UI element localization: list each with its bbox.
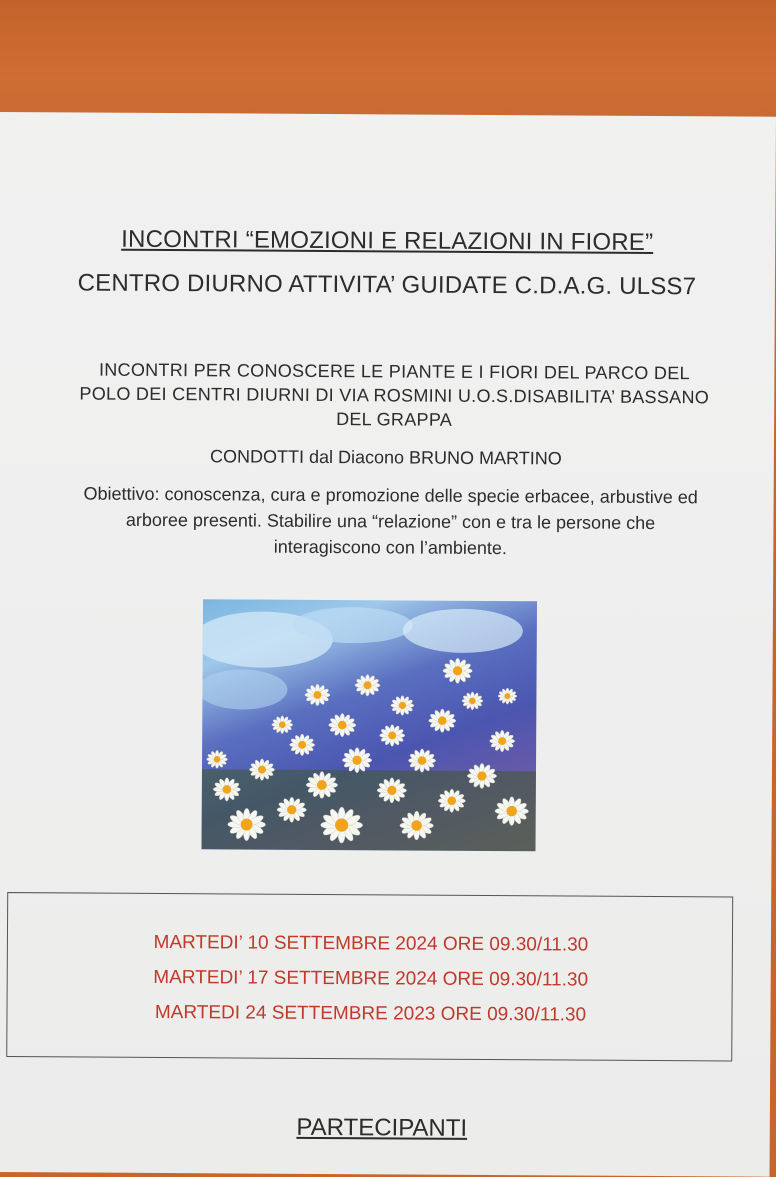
wooden-table-background <box>0 0 776 130</box>
daisy-flower <box>305 684 330 706</box>
intro-line: POLO DEI CENTRI DIURNI DI VIA ROSMINI U.O.S.DISABILITA’ BASSANO <box>79 383 710 408</box>
daisy-flower <box>342 748 372 773</box>
conducted-by: CONDOTTI dal Diacono BRUNO MARTINO <box>209 446 562 469</box>
daisy-flower <box>355 674 380 696</box>
participants-heading: PARTECIPANTI <box>296 1113 468 1142</box>
date-line: MARTEDI’ 10 SETTEMBRE 2024 ORE 09.30/11.30 <box>153 931 589 956</box>
daisy-flower <box>490 730 515 752</box>
daisy-flower <box>380 725 405 747</box>
date-line: MARTEDI’ 17 SETTEMBRE 2024 ORE 09.30/11.30 <box>153 966 589 991</box>
daisy-flower <box>272 716 293 734</box>
flyer-title: INCONTRI “EMOZIONI E RELAZIONI IN FIORE” <box>121 225 654 256</box>
daisy-flower <box>408 749 435 773</box>
dates-box <box>6 892 733 1061</box>
objective-line: interagiscono con l’ambiente. <box>273 536 507 559</box>
daisy-flower <box>429 709 456 733</box>
objective-line: arboree presenti. Stabilire una “relazione” con e tra le persone che <box>125 509 656 534</box>
daisy-flower <box>391 695 414 715</box>
date-line: MARTEDI 24 SETTEMBRE 2023 ORE 09.30/11.30 <box>154 1001 587 1026</box>
flyer-sheet <box>0 112 776 1177</box>
objective-paragraph <box>2 480 776 563</box>
daisy-flowers-illustration <box>202 599 538 851</box>
daisy-flower <box>289 734 314 756</box>
flyer-subtitle: CENTRO DIURNO ATTIVITA’ GUIDATE C.D.A.G. ULSS7 <box>77 269 697 301</box>
intro-line: INCONTRI PER CONOSCERE LE PIANTE E I FIORI DEL PARCO DEL <box>98 359 690 384</box>
objective-line: Obiettivo: conoscenza, cura e promozione delle specie erbacee, arbustive ed <box>83 483 698 508</box>
daisy-flower <box>443 658 473 683</box>
daisy-flower <box>462 692 483 710</box>
daisy-flower <box>329 713 356 737</box>
daisy-flower <box>206 750 227 768</box>
intro-paragraph <box>6 357 776 434</box>
intro-line: DEL GRAPPA <box>336 409 453 430</box>
daisy-flowers-photo <box>202 599 538 851</box>
daisy-flower <box>498 688 517 704</box>
